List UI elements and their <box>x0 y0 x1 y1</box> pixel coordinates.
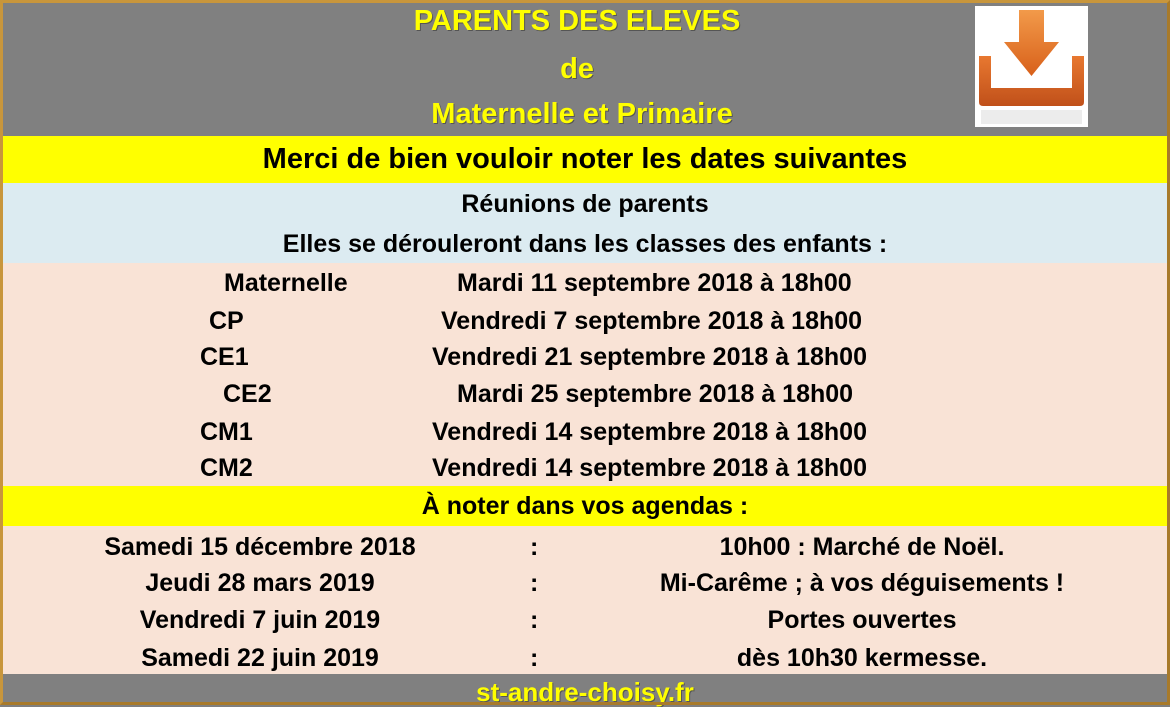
meetings-subtitle: Elles se dérouleront dans les classes des enfants : <box>282 230 888 258</box>
agenda-date: Samedi 22 juin 2019 <box>141 644 379 672</box>
agenda-event: 10h00 : Marché de Noël. <box>719 533 1005 561</box>
meeting-class: CM1 <box>200 418 253 446</box>
header-title-line2: de <box>560 53 594 85</box>
meeting-class: CM2 <box>200 454 253 482</box>
agenda-separator: : <box>530 533 539 561</box>
meeting-class: CP <box>209 307 244 335</box>
notice-banner: Merci de bien vouloir noter les dates suivantes <box>0 136 1170 183</box>
meeting-date: Vendredi 21 septembre 2018 à 18h00 <box>432 343 867 371</box>
meeting-date: Vendredi 14 septembre 2018 à 18h00 <box>432 454 867 482</box>
agenda-event: dès 10h30 kermesse. <box>736 644 988 672</box>
agenda-event: Portes ouvertes <box>767 606 957 634</box>
agenda-date: Jeudi 28 mars 2019 <box>145 569 375 597</box>
meeting-date: Mardi 11 septembre 2018 à 18h00 <box>457 269 852 297</box>
meeting-date: Vendredi 7 septembre 2018 à 18h00 <box>441 307 863 335</box>
agenda-event: Mi-Carême ; à vos déguisements ! <box>659 569 1065 597</box>
footer-website-link[interactable]: st-andre-choisy.fr <box>476 677 694 707</box>
meetings-title: Réunions de parents <box>461 190 709 218</box>
meeting-class: CE2 <box>223 380 272 408</box>
download-icon[interactable] <box>975 6 1088 127</box>
header <box>0 0 1170 136</box>
agenda-separator: : <box>530 644 539 672</box>
agenda-separator: : <box>530 569 539 597</box>
agenda-separator: : <box>530 606 539 634</box>
agenda-date: Vendredi 7 juin 2019 <box>139 606 381 634</box>
meeting-class: Maternelle <box>224 269 348 297</box>
meeting-date: Vendredi 14 septembre 2018 à 18h00 <box>432 418 867 446</box>
agenda-date: Samedi 15 décembre 2018 <box>104 533 416 561</box>
header-title-line1: PARENTS DES ELEVES <box>413 5 741 37</box>
agenda-title: À noter dans vos agendas : <box>0 486 1170 526</box>
meeting-date: Mardi 25 septembre 2018 à 18h00 <box>457 380 854 408</box>
header-title-line3: Maternelle et Primaire <box>431 98 733 130</box>
meeting-class: CE1 <box>200 343 249 371</box>
